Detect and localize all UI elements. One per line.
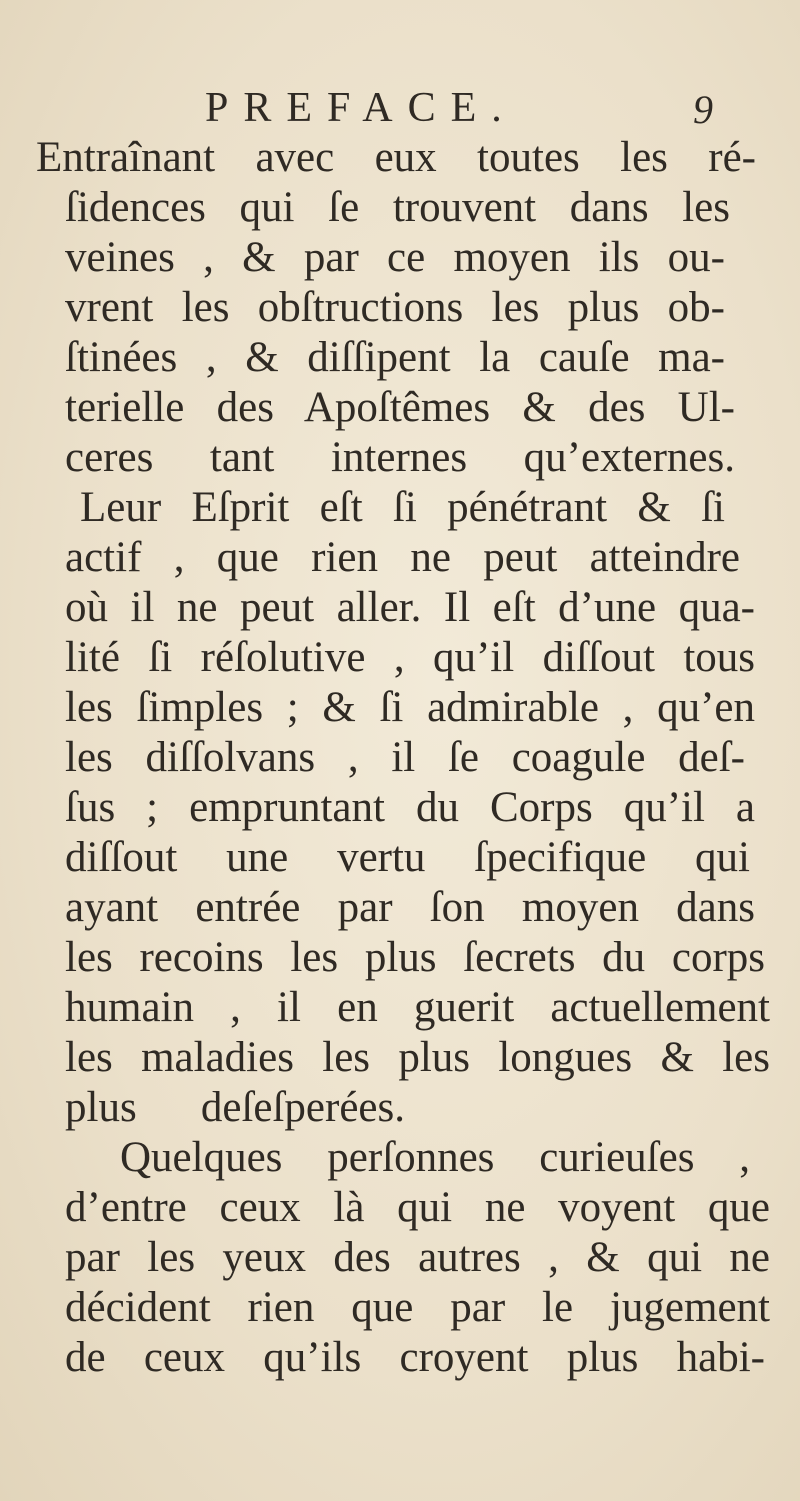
text-line: Quelques perſonnes curieuſes , <box>120 1134 750 1181</box>
text-line: les diſſolvans , il ſe coagule deſ- <box>65 734 745 781</box>
text-line: ayant entrée par ſon moyen dans <box>65 884 755 931</box>
text-line: vrent les obſtructions les plus ob- <box>65 284 725 331</box>
text-line: où il ne peut aller. Il eſt d’une qua- <box>65 584 755 631</box>
page-header <box>0 78 800 138</box>
text-line: ſus ; empruntant du Corps qu’il a <box>65 784 755 831</box>
text-line: par les yeux des autres , & qui ne <box>65 1234 770 1281</box>
text-line: de ceux qu’ils croyent plus habi- <box>65 1334 765 1381</box>
text-line: actif , que rien ne peut atteindre <box>65 534 740 581</box>
text-line: lité ſi réſolutive , qu’il diſſout tous <box>65 634 755 681</box>
text-line: Entraînant avec eux toutes les ré- <box>36 134 756 181</box>
text-line: d’entre ceux là qui ne voyent que <box>65 1184 770 1231</box>
text-line: ſidences qui ſe trouvent dans les <box>65 184 730 231</box>
text-line: Leur Eſprit eſt ſi pénétrant & ſi <box>80 484 725 531</box>
text-line: les recoins les plus ſecrets du corps <box>65 934 765 981</box>
text-line: ſtinées , & diſſipent la cauſe ma- <box>65 334 725 381</box>
text-line: les maladies les plus longues & les <box>65 1034 770 1081</box>
text-line: les ſimples ; & ſi admirable , qu’en <box>65 684 755 731</box>
text-line: veines , & par ce moyen ils ou- <box>65 234 725 281</box>
text-line: terielle des Apoſtêmes & des Ul- <box>65 384 735 431</box>
running-title: PREFACE. <box>205 85 517 131</box>
text-line: ceres tant internes qu’externes. <box>65 434 735 481</box>
text-line: plus deſeſperées. <box>65 1084 405 1131</box>
page-number: 9 <box>693 87 713 132</box>
text-line: décident rien que par le jugement <box>65 1284 770 1331</box>
text-line: humain , il en guerit actuellement <box>65 984 770 1031</box>
text-line: diſſout une vertu ſpecifique qui <box>65 834 750 881</box>
